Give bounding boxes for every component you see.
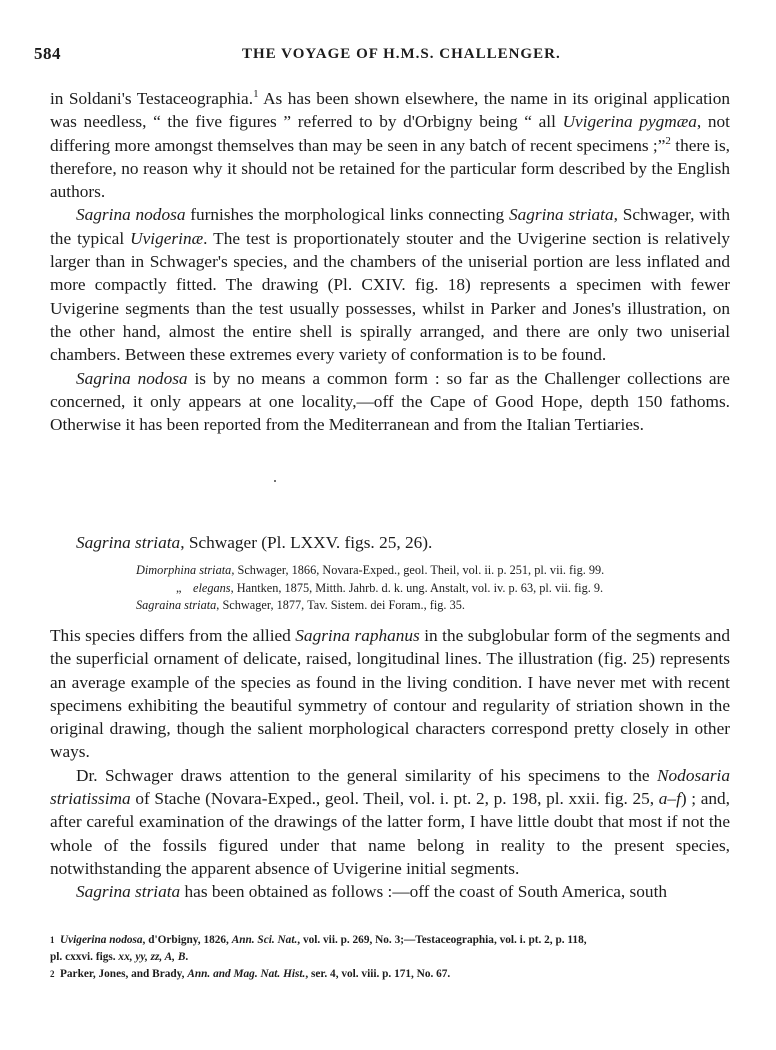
species-heading (76, 531, 432, 554)
footnote-line (44, 966, 734, 983)
text-run: is by no means a common form : so far as the Challenger collections are concerned, it only appears at one locality,—off the Cape of Good Hope, depth 150 fathoms. Otherwise it has been reported from the Mediterranean and from the Italian Tertiaries. (50, 368, 730, 435)
text-run: , not differing more amongst themselves than may be seen in any batch of recent specimens ;” (50, 112, 730, 155)
italic-text: Sagrina striata (508, 205, 614, 225)
italic-text: Sagrina striata (76, 533, 181, 552)
synonymy-list (136, 562, 736, 615)
running-title: THE VOYAGE OF H.M.S. CHALLENGER. (242, 46, 561, 62)
text-run: there is, therefore, no reason why it should not be retained for the particular form described by the English authors. (50, 135, 731, 202)
synonymy-entry (136, 562, 736, 580)
text-run: has been obtained as follows :—off the coast of South America, south (180, 882, 668, 902)
text-run: pl. cxxvi. figs. (50, 951, 119, 963)
text-run: Dr. Schwager draws attention to the general similarity of his specimens to the (76, 765, 658, 785)
ditto-mark: „ (176, 580, 182, 595)
text-run: of Stache (Novara-Exped., geol. Theil, vol. i. pt. 2, p. 198, pl. xxii. fig. 25, (130, 789, 659, 809)
italic-text: Uvigerinæ (130, 228, 204, 248)
text-run: , Schwager, with the typical (50, 205, 731, 248)
text-run: in Soldani's Testaceographia. (50, 89, 254, 108)
text-run: This species differs from the allied (50, 626, 296, 645)
italic-text: Ann. Sci. Nat. (231, 934, 298, 946)
paragraph (50, 367, 730, 437)
paragraph (50, 203, 730, 366)
text-run: , Schwager, 1866, Novara-Exped., geol. Theil, vol. ii. p. 251, pl. vii. fig. 99. (231, 563, 605, 577)
stray-dot (274, 480, 276, 482)
body-text-bottom (50, 624, 730, 904)
footnote-mark: 2 (50, 969, 55, 979)
italic-text: Sagraina striata (136, 598, 217, 612)
text-run: in the subglobular form of the segments and the superficial ornament of delicate, raised, longitudinal lines. The illustration (fig. 25) represents an average example of the species as found in the living condition. I have never met with recent specimens exhibiting the beautiful symmetry of contour and regularity of striation shown in the original drawing, though the salient morphological characters correspond pretty closely in other ways. (50, 626, 730, 762)
text-run: , ser. 4, vol. viii. p. 171, No. 67. (305, 968, 451, 980)
paragraph (50, 87, 730, 203)
italic-text: a–f (658, 789, 681, 809)
footnote (44, 966, 734, 983)
text-run: , Hantken, 1875, Mitth. Jahrb. d. k. ung. Anstalt, vol. iv. p. 63, pl. vii. fig. 9. (230, 580, 604, 595)
footnote (44, 932, 734, 966)
italic-text: Sagrina raphanus (295, 626, 420, 645)
synonymy-entry (136, 580, 736, 598)
italic-text: Uvigerina pygmæa (562, 112, 697, 132)
footnote-line (44, 949, 734, 966)
text-run: Parker, Jones, and Brady, (60, 968, 188, 980)
paragraph (50, 880, 730, 903)
footnote-line (44, 932, 734, 949)
synonymy-entry (136, 597, 736, 615)
text-run: , Schwager (Pl. LXXV. figs. 25, 26). (180, 533, 433, 552)
text-run: , vol. vii. p. 269, No. 3;—Testaceographia, vol. i. pt. 2, p. 118, (297, 934, 587, 946)
text-run: ) ; and, after careful examination of the drawings of the latter form, I have little doubt that most if not the whole of the fossils figured under that name belong in reality to the present species, notwithstanding the apparent absence of Uvigerine initial segments. (50, 789, 731, 878)
italic-text: Ann. and Mag. Nat. Hist. (187, 968, 306, 980)
text-run: furnishes the morphological links connecting (185, 205, 509, 225)
footnote-reference: 2 (665, 134, 671, 147)
italic-text: xx, yy, zz, A, B (118, 951, 186, 963)
italic-text: Sagrina nodosa (76, 205, 186, 225)
italic-text: Sagrina striata (76, 882, 181, 902)
footnote-reference: 1 (253, 88, 259, 101)
italic-text: elegans (193, 580, 231, 595)
footnotes (44, 932, 734, 983)
paragraph (50, 764, 730, 880)
text-run: . The test is proportionately stouter and the Uvigerine section is relatively larger than in Schwager's species, and the chambers of the uniserial portion are less inflated and more compactly fitted. The drawing (Pl. CXIV. fig. 18) represents a specimen with fewer Uvigerine segments than the test usually possesses, whilst in Parker and Jones's illustration, on the other hand, almost the entire shell is spirally arranged, and there are only two uniserial chambers. Between these extremes every variety of conformation is to be found. (50, 228, 731, 365)
italic-text: Dimorphina striata (136, 563, 232, 577)
page-header (34, 44, 734, 68)
text-run: , Schwager, 1877, Tav. Sistem. dei Foram., fig. 35. (216, 598, 465, 612)
italic-text: Nodosaria striatissima (50, 765, 730, 809)
footnote-mark: 1 (50, 935, 55, 945)
italic-text: Sagrina nodosa (76, 368, 188, 388)
text-run: , d'Orbigny, 1826, (142, 934, 232, 946)
body-text-top (50, 87, 730, 436)
italic-text: Uvigerina nodosa (60, 934, 143, 946)
text-run: As has been shown elsewhere, the name in its original application was needless, “ the five figures ” referred to by d'Orbigny being “ all (50, 89, 730, 132)
page-number: 584 (34, 44, 61, 63)
text-run: . (185, 951, 189, 963)
paragraph (50, 624, 730, 764)
